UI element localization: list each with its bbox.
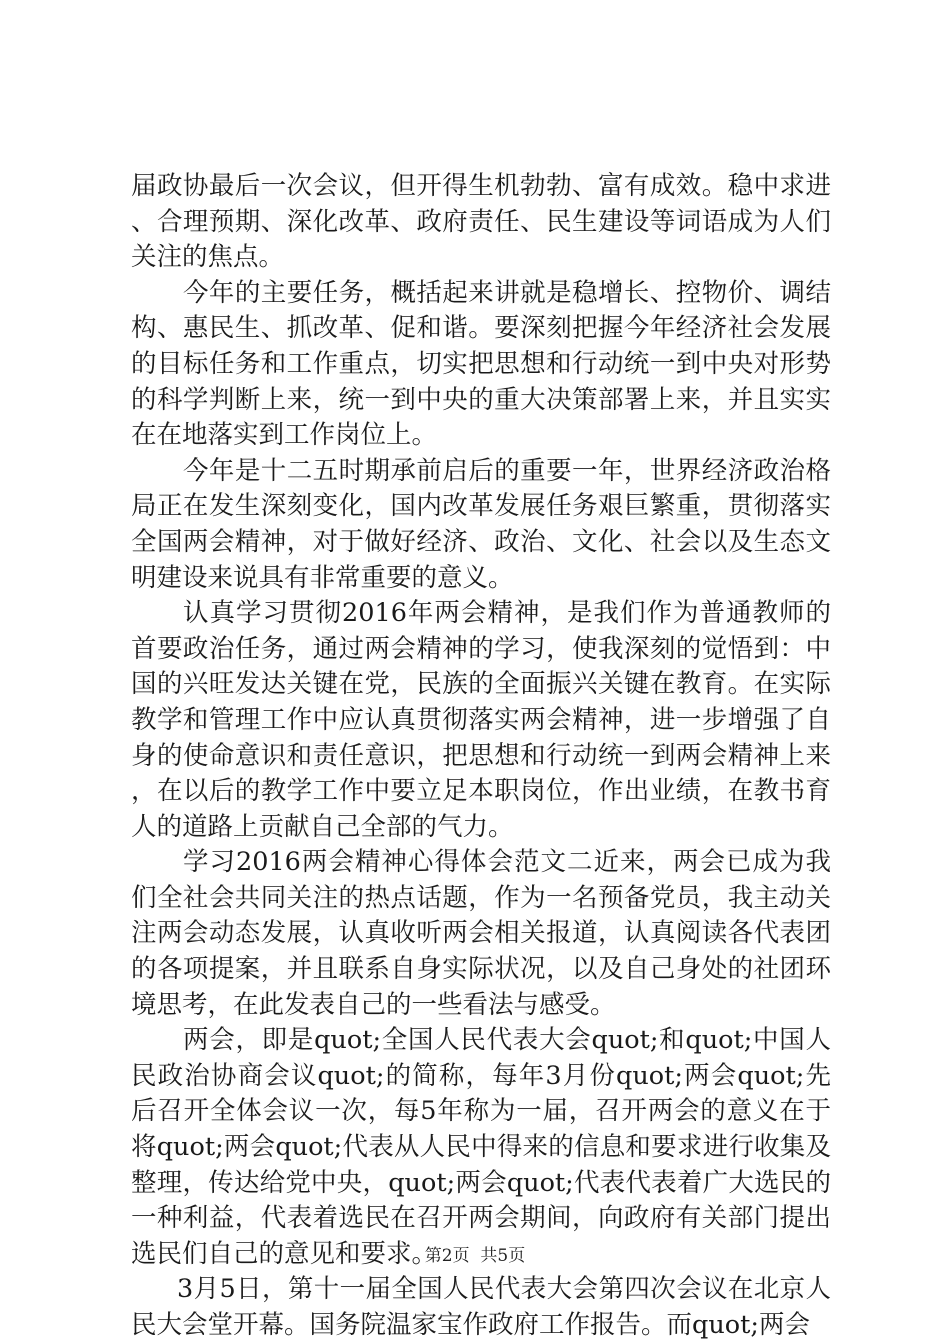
paragraph-6: 两会，即是quot;全国人民代表大会quot;和quot;中国人民政治协商会议quot;的简称，每年3月份quot;两会quot;先后召开全体会议一次，每5年称为一届，召开两会的意义在于将quot;两会quot;代表从人民中得来的信息和要求进行收集及整理，传达给党中央，quot;两会quot;代表代表着广大选民的一种利益，代表着选民在召开两会期间，向政府有关部门提出选民们自己的意见和要求。 xyxy=(131,1025,831,1269)
paragraph-7: 3月5日，第十一届全国人民代表大会第四次会议在北京人民大会堂开幕。国务院温家宝作政府工作报告。而quot;两会 xyxy=(131,1274,831,1340)
paragraph-4: 认真学习贯彻2016年两会精神，是我们作为普通教师的首要政治任务，通过两会精神的学习，使我深刻的觉悟到：中国的兴旺发达关键在党，民族的全面振兴关键在教育。在实际教学和管理工作中应认真贯彻落实两会精神，进一步增强了自身的使命意识和责任意识，把思想和行动统一到两会精神上来，在以后的教学工作中要立足本职岗位，作出业绩，在教书育人的道路上贡献自己全部的气力。 xyxy=(131,598,831,842)
page-number-footer: 第2页 共5页 xyxy=(424,1246,526,1266)
paragraph-5: 学习2016两会精神心得体会范文二近来，两会已成为我们全社会共同关注的热点话题，作为一名预备党员，我主动关注两会动态发展，认真收听两会相关报道，认真阅读各代表团的各项提案，并且联系自身实际状况，以及自己身处的社团环境思考，在此发表自己的一些看法与感受。 xyxy=(131,847,831,1020)
paragraph-3: 今年是十二五时期承前启后的重要一年，世界经济政治格局正在发生深刻变化，国内改革发展任务艰巨繁重，贯彻落实全国两会精神，对于做好经济、政治、文化、社会以及生态文明建设来说具有非常重要的意义。 xyxy=(131,455,831,593)
paragraph-2: 今年的主要任务，概括起来讲就是稳增长、控物价、调结构、惠民生、抓改革、促和谐。要深刻把握今年经济社会发展的目标任务和工作重点，切实把思想和行动统一到中央对形势的科学判断上来，统一到中央的重大决策部署上来，并且实实在在地落实到工作岗位上。 xyxy=(131,277,831,451)
document-body xyxy=(131,169,831,1344)
paragraph-1: 届政协最后一次会议，但开得生机勃勃、富有成效。稳中求进、合理预期、深化改革、政府责任、民生建设等词语成为人们关注的焦点。 xyxy=(131,171,831,273)
